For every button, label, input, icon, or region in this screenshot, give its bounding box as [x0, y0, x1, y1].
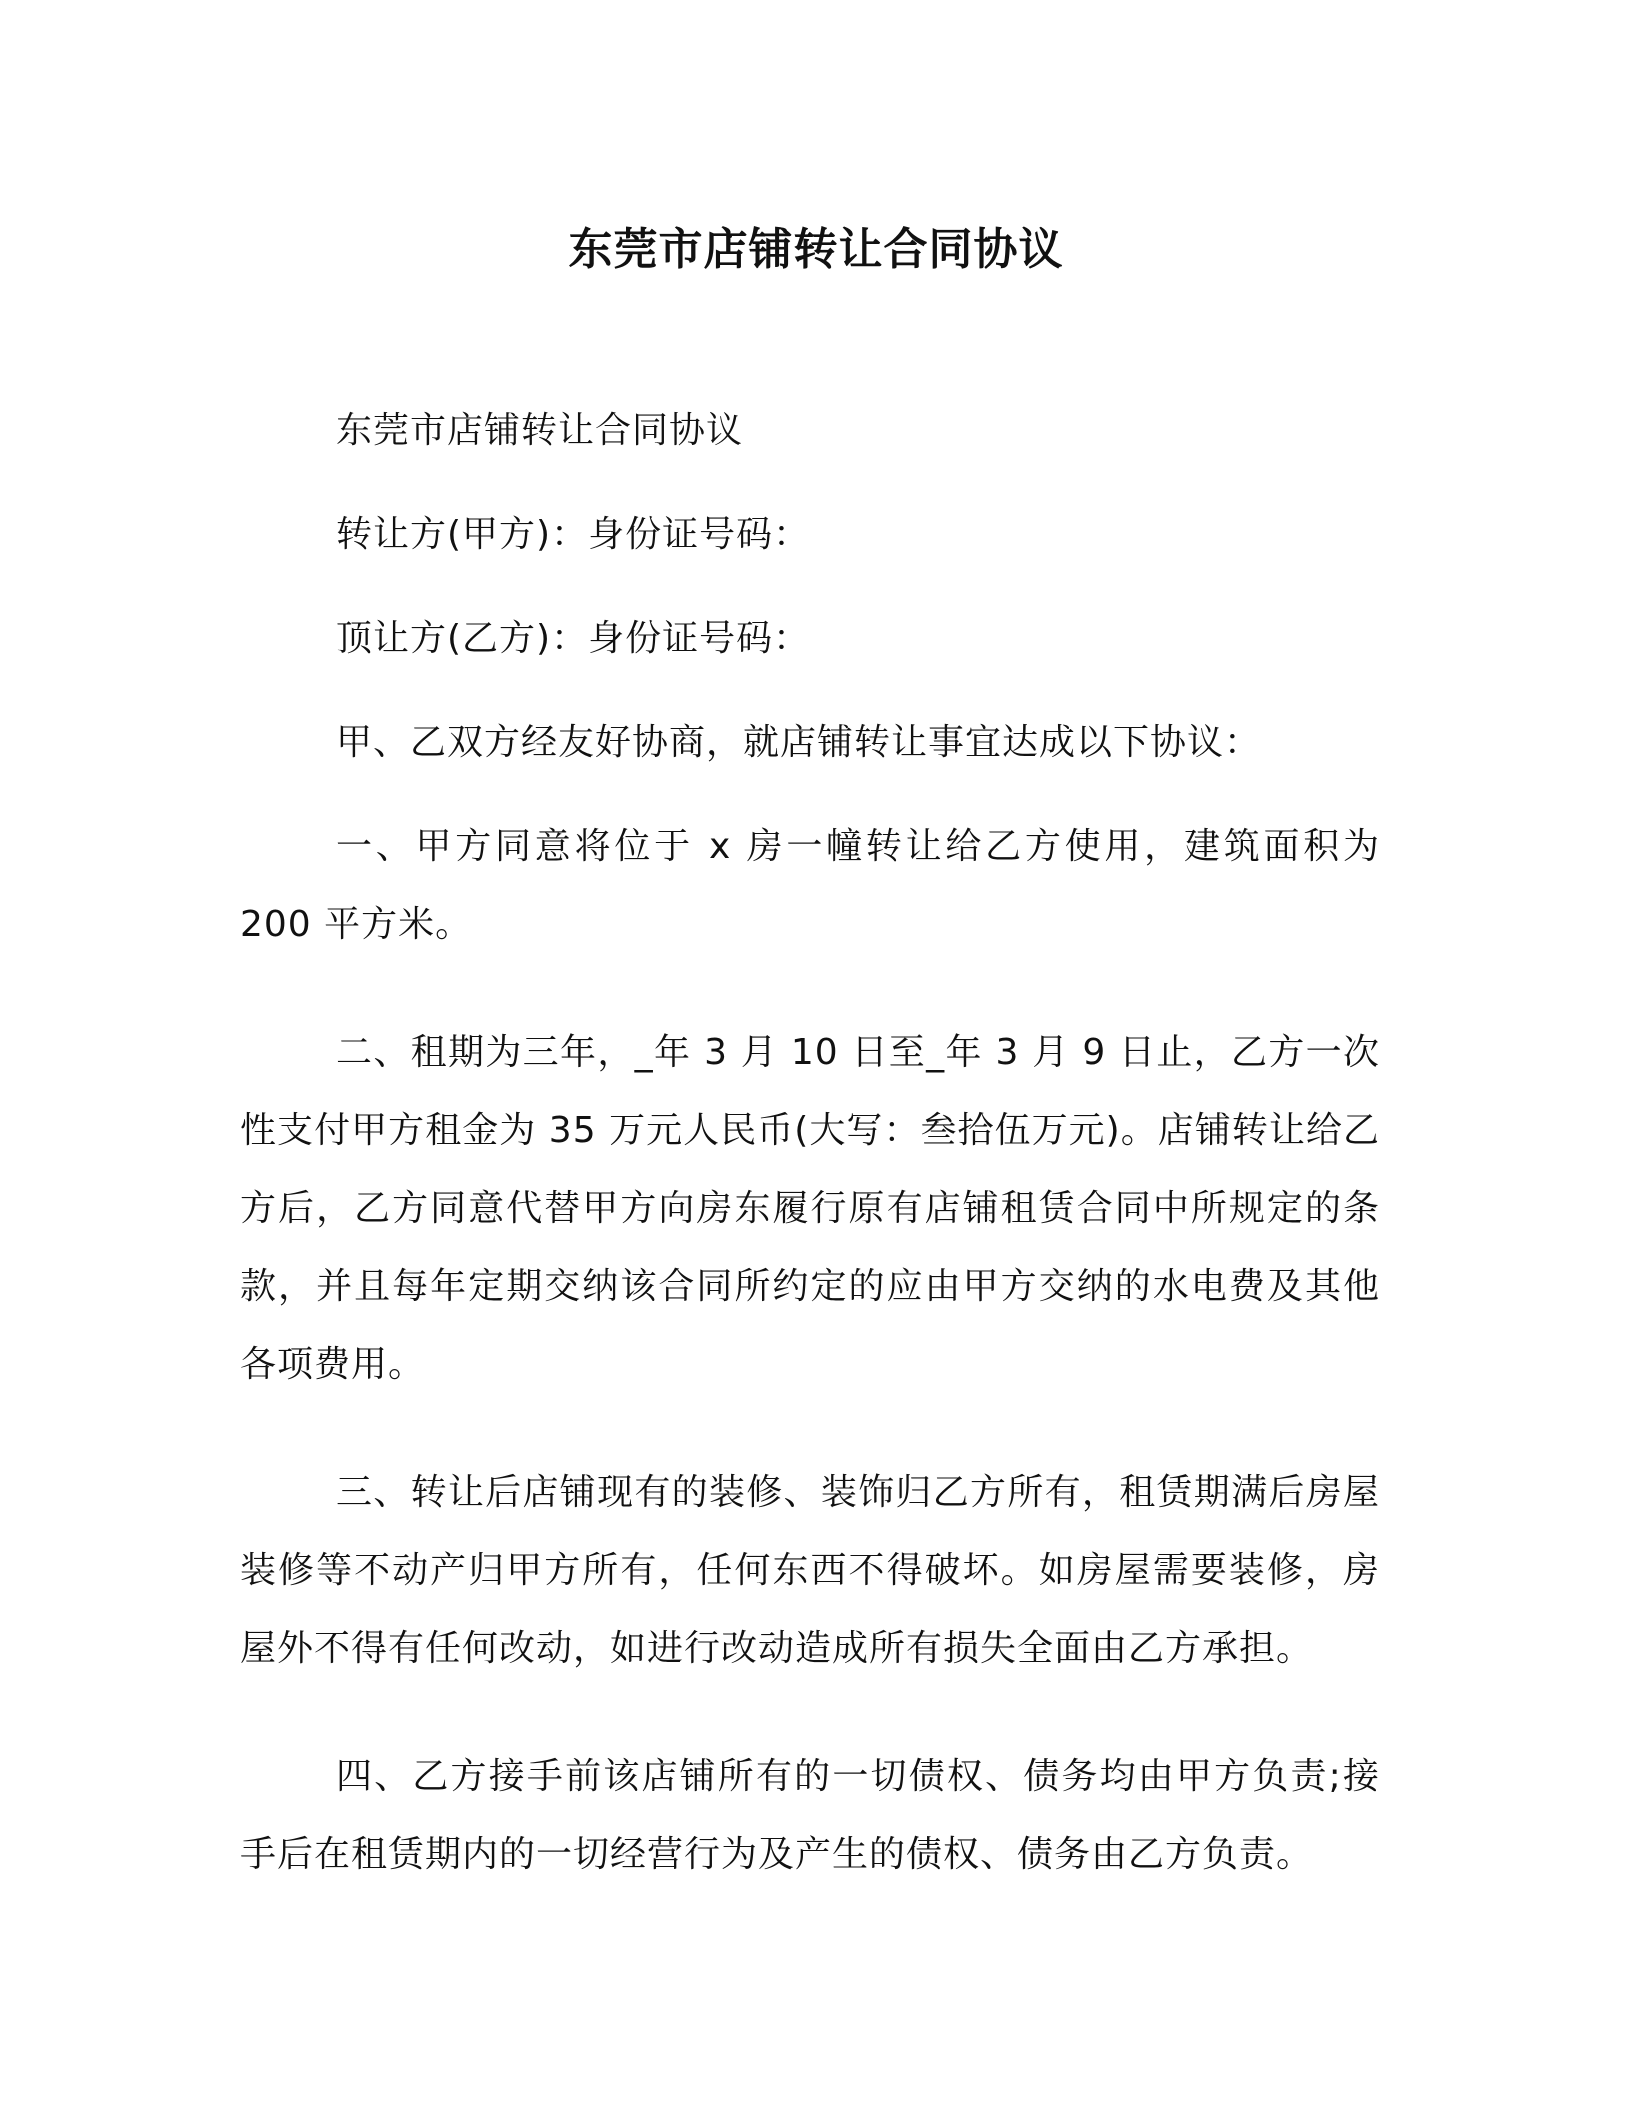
paragraph-clause-4: 四、乙方接手前该店铺所有的一切债权、债务均由甲方负责;接手后在租赁期内的一切经营行为及产生的债权、债务由乙方负责。 — [240, 1756, 1380, 1875]
paragraph-transferor: 转让方(甲方)：身份证号码： — [336, 514, 811, 555]
paragraph-preamble: 甲、乙双方经友好协商，就店铺转让事宜达成以下协议： — [336, 722, 1262, 763]
paragraph-clause-3: 三、转让后店铺现有的装修、装饰归乙方所有，租赁期满后房屋装修等不动产归甲方所有，任何东西不得破坏。如房屋需要装修，房屋外不得有任何改动，如进行改动造成所有损失全面由乙方承担。 — [240, 1472, 1380, 1669]
paragraph-clause-2: 二、租期为三年，_年 3 月 10 日至_年 3 月 9 日止，乙方一次性支付甲方租金为 35 万元人民币(大写：叁拾伍万元)。店铺转让给乙方后，乙方同意代替甲方向房东履行原有店铺租赁合同中所规定的条款，并且每年定期交纳该合同所约定的应由甲方交纳的水电费及其他各项费用。 — [240, 1032, 1380, 1385]
document-body — [240, 392, 1380, 1944]
paragraph-clause-1: 一、甲方同意将位于 x 房一幢转让给乙方使用，建筑面积为 200 平方米。 — [240, 826, 1380, 945]
document-title: 东莞市店铺转让合同协议 — [568, 224, 1064, 275]
paragraph-transferee: 顶让方(乙方)：身份证号码： — [336, 618, 811, 659]
paragraph-subtitle: 东莞市店铺转让合同协议 — [336, 410, 744, 451]
